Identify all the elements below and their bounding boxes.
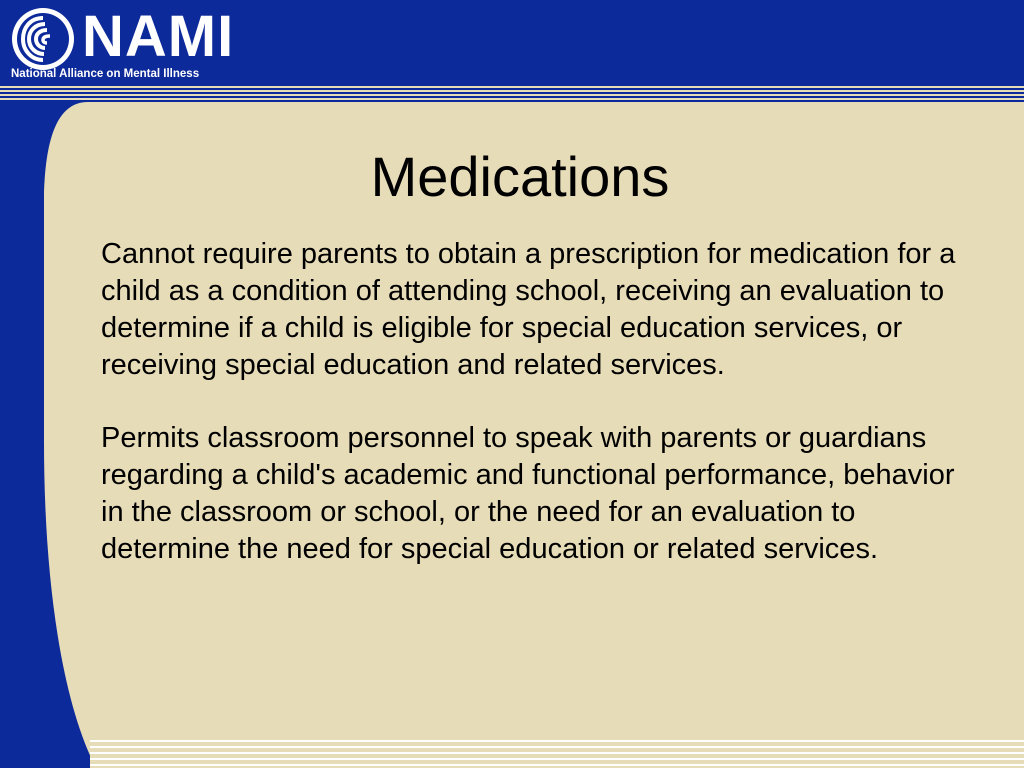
nami-logo bbox=[10, 4, 235, 82]
nami-swirl-icon bbox=[10, 6, 76, 72]
body-paragraph-1: Cannot require parents to obtain a prescription for medication for a child as a condition of attending school, receiving an evaluation to determine if a child is eligible for special education services, or receiving special education and related services. bbox=[101, 238, 956, 381]
header-band bbox=[0, 0, 1024, 86]
body-paragraph-2: Permits classroom personnel to speak with parents or guardians regarding a child's academic and functional performance, behavior in the classroom or school, or the need for an evaluation to determine the need for special education or related services. bbox=[101, 422, 955, 565]
slide-title: Medications bbox=[370, 145, 670, 208]
logo-tagline: National Alliance on Mental Illness bbox=[11, 68, 200, 80]
slide-body bbox=[101, 236, 981, 568]
footer-stripe-divider bbox=[0, 738, 1024, 768]
logo-wordmark: NAMI bbox=[82, 4, 235, 69]
header-stripe-divider bbox=[0, 86, 1024, 102]
